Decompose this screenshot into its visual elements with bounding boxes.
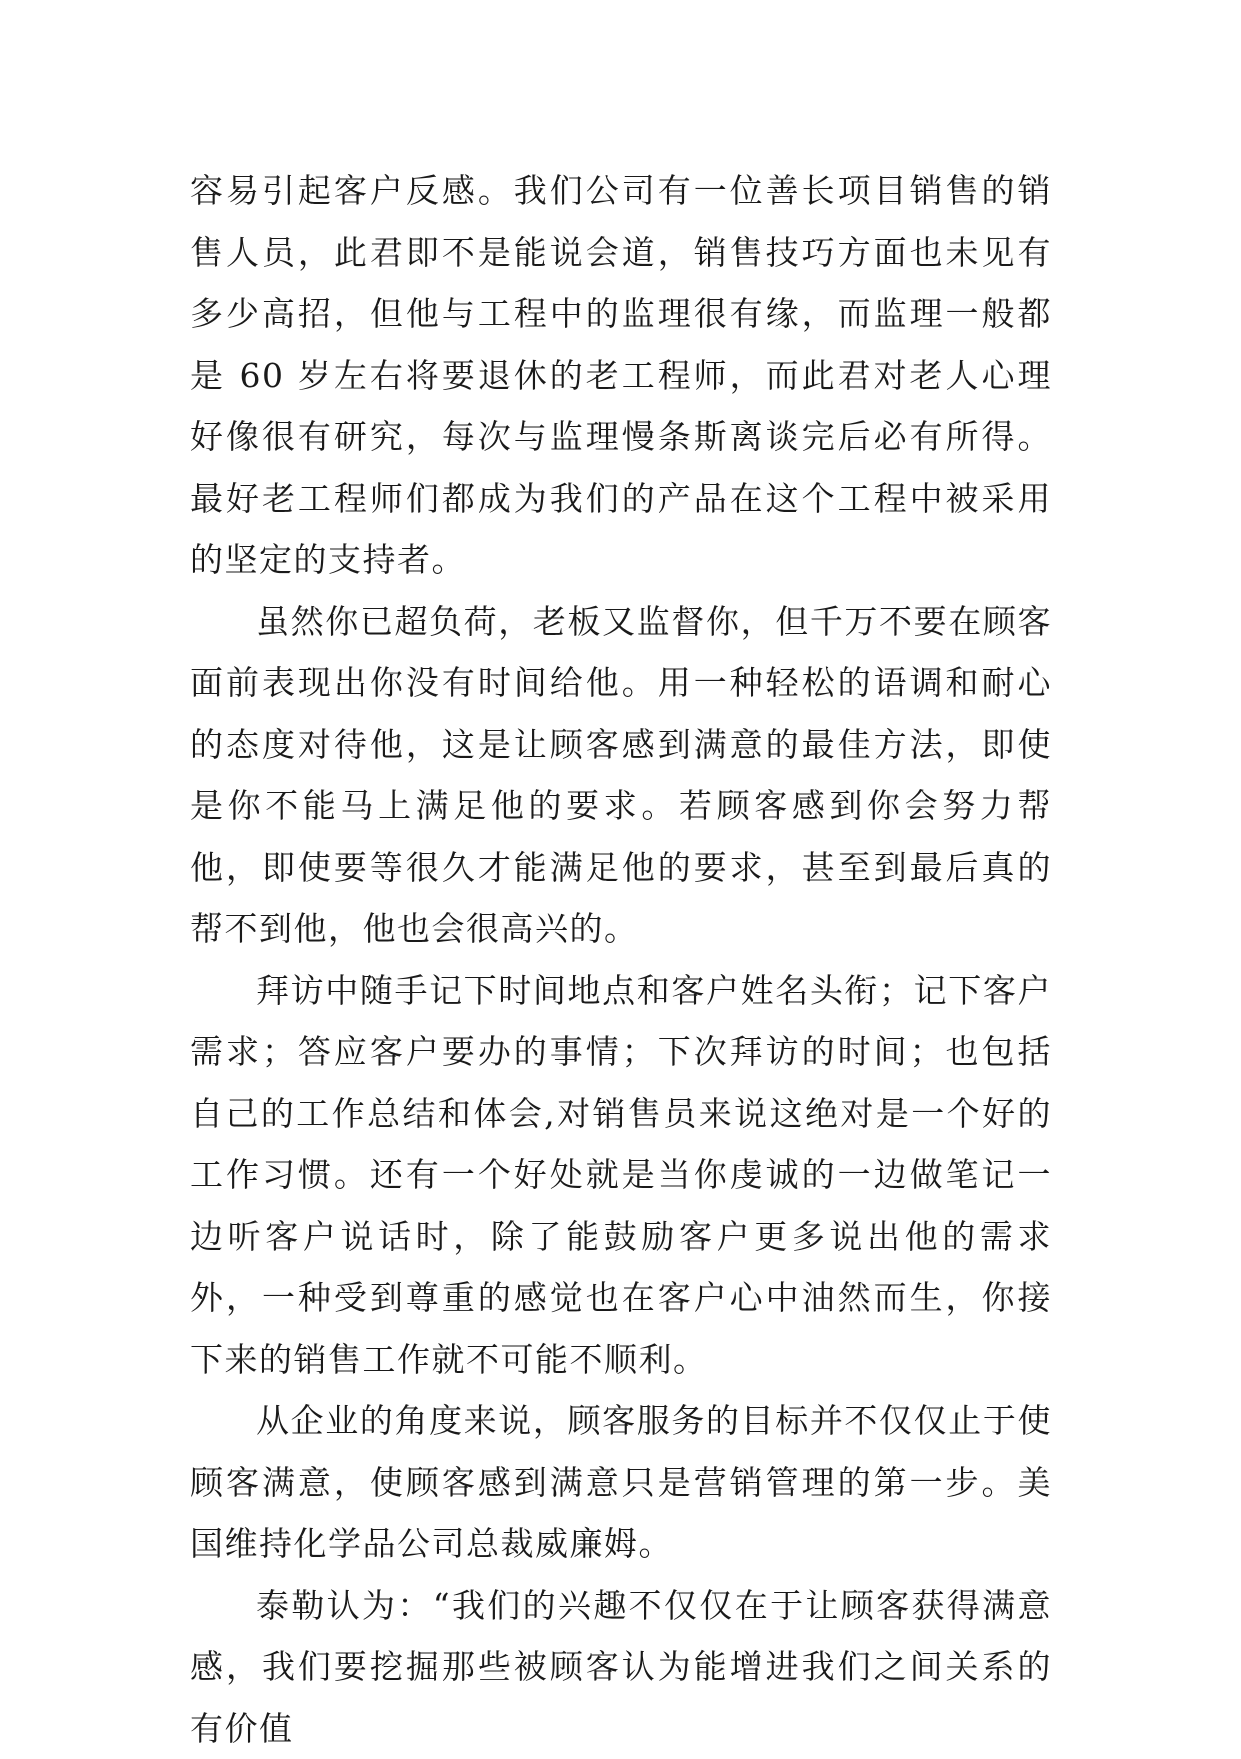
paragraph-3: 拜访中随手记下时间地点和客户姓名头衔；记下客户需求；答应客户要办的事情；下次拜访的时间；也包括自己的工作总结和体会,对销售员来说这绝对是一个好的工作习惯。还有一个好处就是当你虔诚的一边做笔记一边听客户说话时，除了能鼓励客户更多说出他的需求外，一种受到尊重的感觉也在客户心中油然而生，你接下来的销售工作就不可能不顺利。 [190,960,1052,1391]
paragraph-2: 虽然你已超负荷，老板又监督你，但千万不要在顾客面前表现出你没有时间给他。用一种轻松的语调和耐心的态度对待他，这是让顾客感到满意的最佳方法，即使是你不能马上满足他的要求。若顾客感到你会努力帮他，即使要等很久才能满足他的要求，甚至到最后真的帮不到他，他也会很高兴的。 [190,591,1052,960]
paragraph-1: 容易引起客户反感。我们公司有一位善长项目销售的销售人员，此君即不是能说会道，销售技巧方面也未见有多少高招，但他与工程中的监理很有缘，而监理一般都是 60 岁左右将要退休的老工程师，而此君对老人心理好像很有研究，每次与监理慢条斯离谈完后必有所得。最好老工程师们都成为我们的产品在这个工程中被采用的坚定的支持者。 [190,160,1052,591]
paragraph-4: 从企业的角度来说，顾客服务的目标并不仅仅止于使顾客满意，使顾客感到满意只是营销管理的第一步。美国维持化学品公司总裁威廉姆。 [190,1390,1052,1575]
document-body [190,160,1052,1759]
paragraph-5: 泰勒认为：“我们的兴趣不仅仅在于让顾客获得满意感，我们要挖掘那些被顾客认为能增进我们之间关系的有价值 [190,1575,1052,1759]
